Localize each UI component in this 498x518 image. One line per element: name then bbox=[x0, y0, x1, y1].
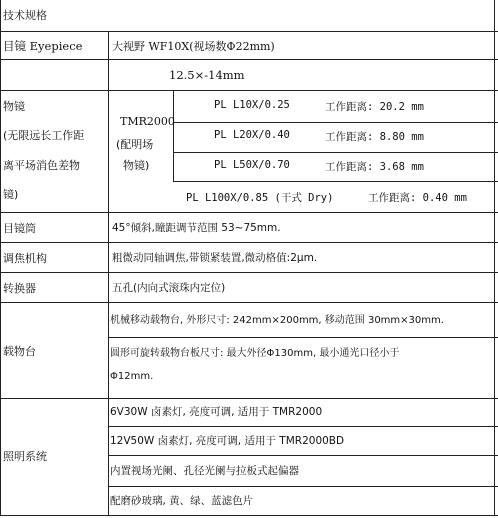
stage-label: 载物台 bbox=[3, 345, 36, 358]
illumination-item: 内置视场光阑、孔径光阑与拉板式起偏器 bbox=[110, 465, 299, 477]
eyepiece-label: 目镜 Eyepiece bbox=[3, 39, 83, 53]
illumination-item: 配磨砂玻璃, 黄、绿、蓝滤色片 bbox=[110, 495, 254, 507]
stage-mechanical-value: 机械移动载物台, 外形尺寸: 242mm×200mm, 移动范围 30mm×30mm. bbox=[110, 315, 444, 326]
illumination-item: 6V30W 卤素灯, 亮度可调, 适用于 TMR2000 bbox=[110, 406, 323, 418]
tube-value: 45°倾斜,瞳距调节范围 53~75mm. bbox=[112, 222, 281, 234]
objective-lens: PL L100X/0.85 (干式 Dry) bbox=[186, 192, 334, 204]
rule bbox=[0, 59, 498, 60]
rule bbox=[108, 426, 498, 427]
objective-label-line: (无限远长工作距 bbox=[3, 129, 85, 142]
rule bbox=[0, 242, 498, 243]
stage-rotating-value: 圆形可旋转载物台板尺寸: 最大外径Φ130mm, 最小通光口径小于 bbox=[110, 348, 400, 359]
rule bbox=[0, 212, 498, 213]
objective-label-line: 镜) bbox=[3, 188, 19, 201]
illumination-item: 12V50W 卤素灯, 亮度可调, 适用于 TMR2000BD bbox=[110, 435, 345, 447]
rule bbox=[108, 90, 498, 91]
objective-group-label-line: TMR2000 bbox=[120, 115, 175, 128]
objective-working-distance: 工作距离: 3.68 mm bbox=[325, 161, 424, 173]
rule bbox=[108, 337, 498, 338]
rule bbox=[108, 455, 498, 456]
rule-label-column bbox=[108, 31, 109, 516]
objective-label-line: 物镜 bbox=[3, 100, 25, 113]
rule bbox=[0, 398, 498, 399]
nosepiece-label: 转换器 bbox=[3, 282, 36, 295]
rule-bottom bbox=[0, 515, 498, 516]
objective-label-line: 离平场消色差物 bbox=[3, 159, 80, 172]
field-size-value: 12.5×-14mm bbox=[169, 68, 245, 82]
objective-working-distance: 工作距离: 8.80 mm bbox=[325, 131, 424, 143]
rule bbox=[173, 152, 498, 153]
objective-lens: PL L50X/0.70 bbox=[214, 159, 290, 171]
eyepiece-value: 大视野 WF10X(视场数Φ22mm) bbox=[112, 40, 275, 53]
rule bbox=[0, 272, 498, 273]
rule bbox=[0, 90, 108, 91]
rule-right bbox=[494, 0, 495, 516]
objective-lens: PL L20X/0.40 bbox=[214, 129, 290, 141]
tube-label: 目镜筒 bbox=[3, 222, 36, 235]
rule-top bbox=[0, 31, 498, 32]
illumination-label: 照明系统 bbox=[3, 450, 47, 463]
objective-group-label-line: 物镜) bbox=[123, 159, 150, 172]
objective-working-distance: 工作距离: 0.40 mm bbox=[368, 192, 467, 204]
objective-group-label-line: (配明场 bbox=[116, 138, 154, 151]
focus-value: 粗微动同轴调焦,带锁紧装置,微动格值:2μm. bbox=[112, 252, 318, 264]
focus-label: 调焦机构 bbox=[3, 252, 47, 265]
stage-rotating-value-cont: Φ12mm. bbox=[110, 371, 154, 382]
rule bbox=[173, 181, 498, 182]
page-title: 技术规格 bbox=[3, 9, 47, 22]
nosepiece-value: 五孔(内向式滚珠内定位) bbox=[112, 282, 226, 294]
objective-working-distance: 工作距离: 20.2 mm bbox=[325, 101, 424, 113]
rule bbox=[173, 122, 498, 123]
rule-left bbox=[0, 0, 1, 516]
objective-lens: PL L10X/0.25 bbox=[214, 99, 290, 111]
rule bbox=[108, 486, 498, 487]
rule-objective-group bbox=[173, 90, 174, 182]
rule bbox=[0, 302, 498, 303]
